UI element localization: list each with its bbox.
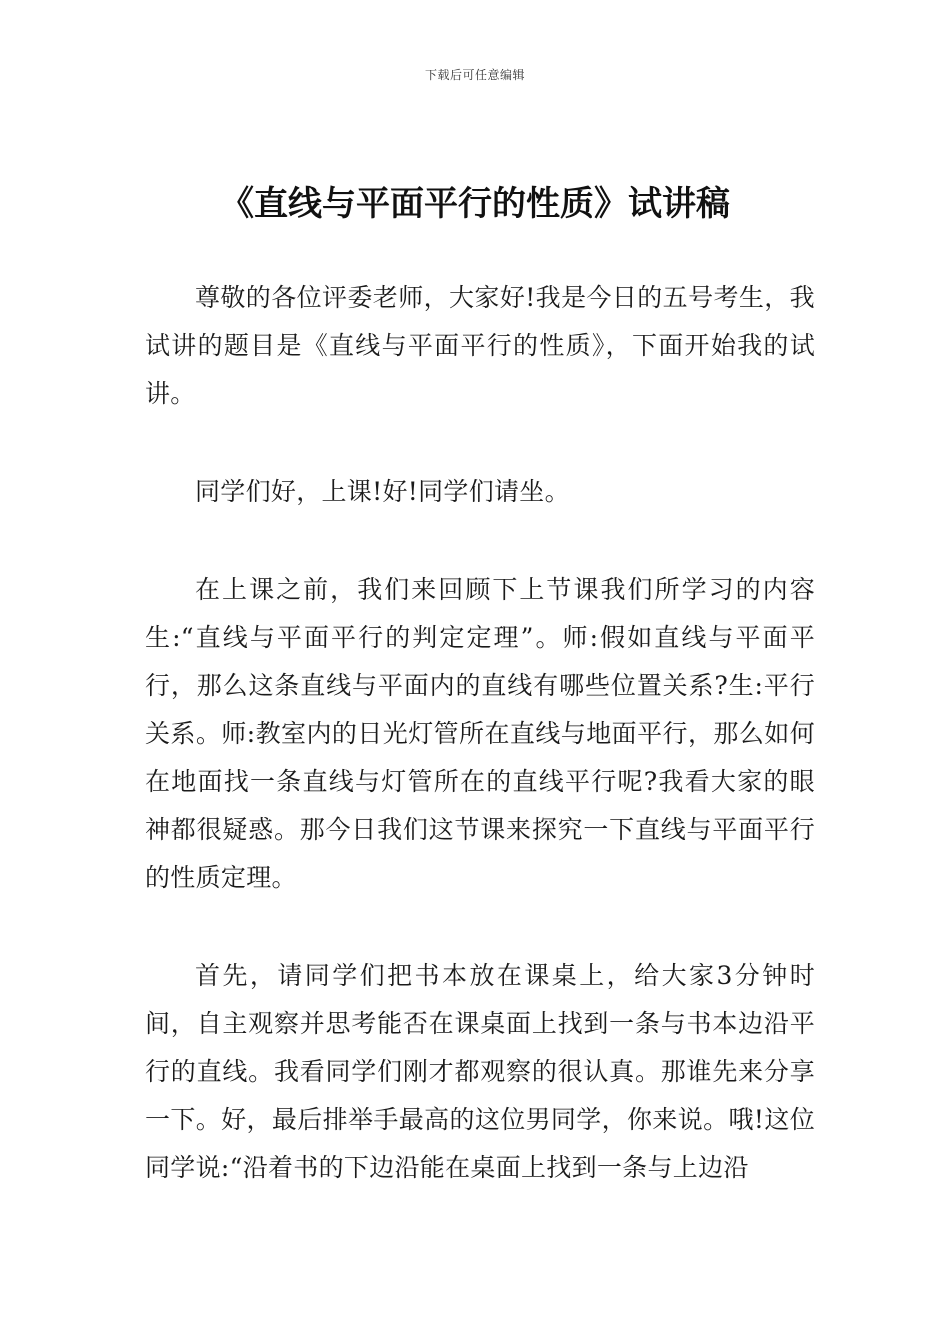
paragraph-greeting: 尊敬的各位评委老师，大家好!我是今日的五号考生，我试讲的题目是《直线与平面平行的性质》，下面开始我的试讲。: [145, 283, 815, 408]
header-note: 下载后可任意编辑: [424, 68, 525, 82]
document-body: [145, 274, 815, 1242]
paragraph-exploration: 首先，请同学们把书本放在课桌上，给大家3分钟时间，自主观察并思考能否在课桌面上找到一条与书本边沿平行的直线。我看同学们刚才都观察的很认真。那谁先来分享一下。好，最后排举手最高的这位男同学，你来说。哦!这位同学说:“沿着书的下边沿能在桌面上找到一条与上边沿: [145, 961, 815, 1182]
paragraph-review: 在上课之前，我们来回顾下上节课我们所学习的内容生:“直线与平面平行的判定定理”。师:假如直线与平面平行，那么这条直线与平面内的直线有哪些位置关系?生:平行关系。师:教室内的日光灯管所在直线与地面平行，那么如何在地面找一条直线与灯管所在的直线平行呢?我看大家的眼神都很疑惑。那今日我们这节课来探究一下直线与平面平行的性质定理。: [145, 575, 815, 892]
document-title: 《直线与平面平行的性质》试讲稿: [220, 184, 730, 224]
paragraph-class-start: 同学们好，上课!好!同学们请坐。: [195, 477, 570, 506]
